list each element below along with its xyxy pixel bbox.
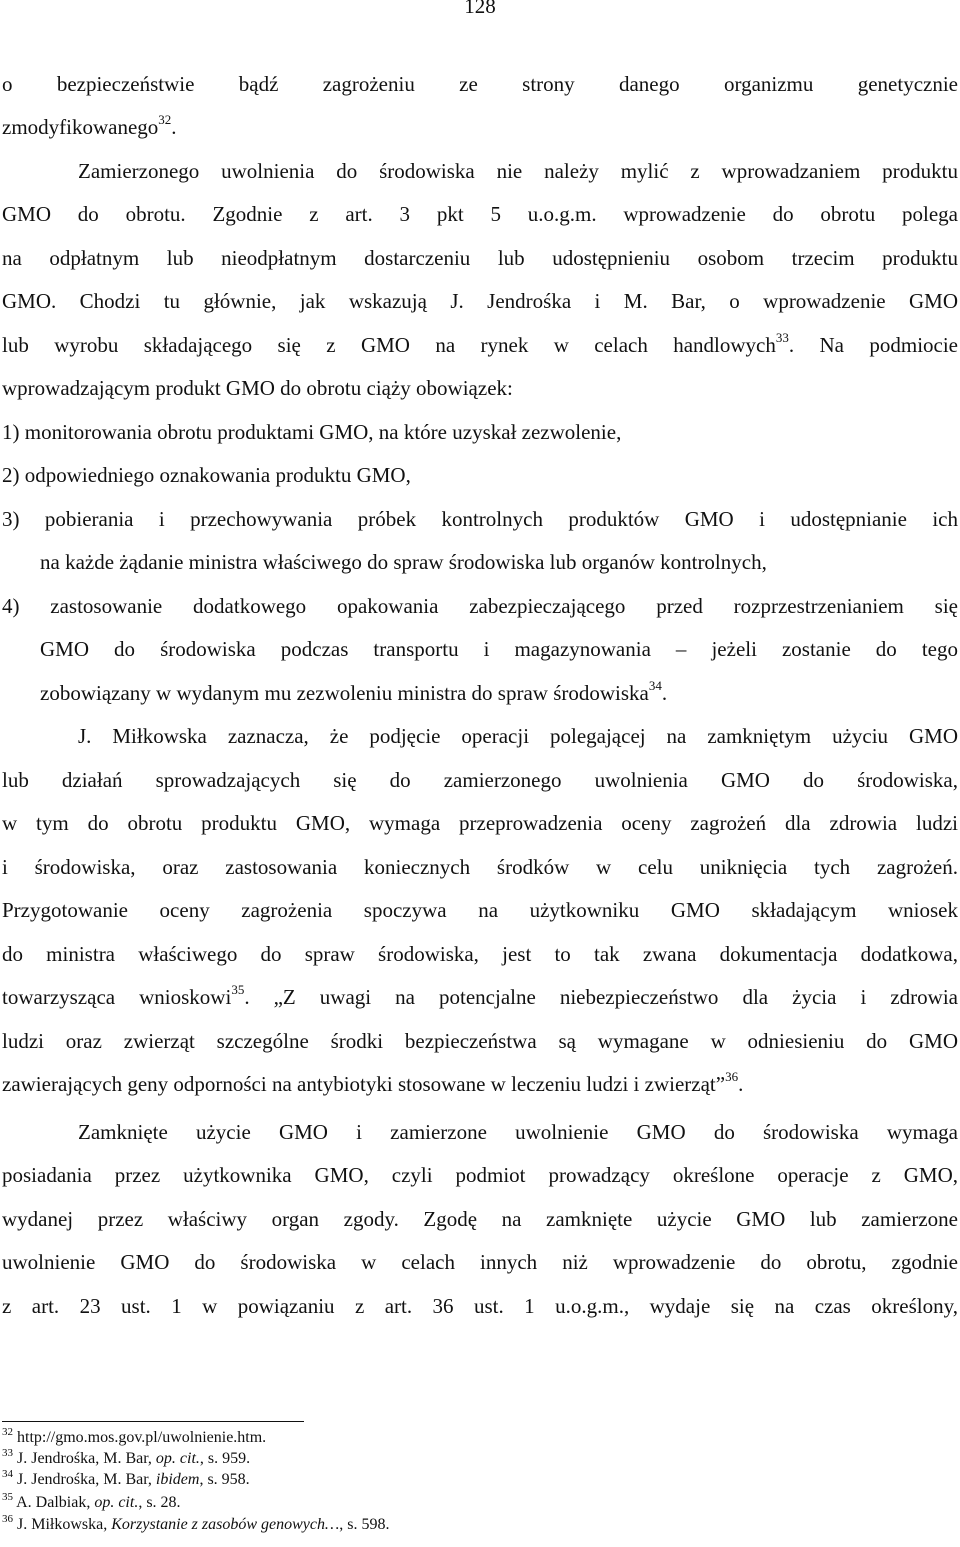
footnote: $^{32}$ http://gmo.mos.gov.pl/uwolnienie.htm. <box>2 1425 267 1446</box>
text-line: zawierających geny odporności na antybiotyki stosowane w leczeniu ludzi i zwierząt”$^{36}$. <box>2 1069 744 1096</box>
text-line: uwolnienie GMO do środowiska w celach innych niż wprowadzenie do obrotu, zgodnie <box>2 1250 958 1274</box>
footnote: $^{35}$ A. Dalbiak, op. cit., s. 28. <box>2 1490 181 1511</box>
text-line: lub wyrobu składającego się z GMO na rynek w celach handlowych$^{33}$. Na podmiocie <box>2 330 958 357</box>
text-line: o bezpieczeństwie bądź zagrożeniu ze strony danego organizmu genetycznie <box>2 72 958 96</box>
list-item-continuation: na każde żądanie ministra właściwego do spraw środowiska lub organów kontrolnych, <box>40 550 767 574</box>
text-line: z art. 23 ust. 1 w powiązaniu z art. 36 ust. 1 u.o.g.m., wydaje się na czas określony, <box>2 1294 958 1318</box>
text-line: do ministra właściwego do spraw środowiska, jest to tak zwana dokumentacja dodatkowa, <box>2 942 958 966</box>
footnote-ref[interactable]: 34 <box>648 678 662 693</box>
footnote: $^{36}$ J. Miłkowska, Korzystanie z zasobów genowych…, s. 598. <box>2 1512 390 1533</box>
text-line: J. Miłkowska zaznacza, że podjęcie operacji polegającej na zamkniętym użyciu GMO <box>78 724 958 748</box>
text-line: GMO do obrotu. Zgodnie z art. 3 pkt 5 u.o.g.m. wprowadzenie do obrotu polega <box>2 202 958 226</box>
text-line: GMO. Chodzi tu głównie, jak wskazują J. Jendrośka i M. Bar, o wprowadzenie GMO <box>2 289 958 313</box>
text-line: na odpłatnym lub nieodpłatnym dostarczeniu lub udostępnieniu osobom trzecim produktu <box>2 246 958 270</box>
text-line: Zamknięte użycie GMO i zamierzone uwolnienie GMO do środowiska wymaga <box>78 1120 958 1144</box>
text-line: posiadania przez użytkownika GMO, czyli podmiot prowadzący określone operacje z GMO, <box>2 1163 958 1187</box>
footnote-separator <box>2 1421 304 1422</box>
text-line: zmodyfikowanego$^{32}$. <box>2 112 177 139</box>
footnote: $^{33}$ J. Jendrośka, M. Bar, op. cit., s. 959. <box>2 1446 251 1467</box>
list-item: 2) odpowiedniego oznakowania produktu GMO, <box>2 463 411 487</box>
text-line: Zamierzonego uwolnienia do środowiska nie należy mylić z wprowadzaniem produktu <box>78 159 958 183</box>
text-line: towarzysząca wnioskowi$^{35}$. „Z uwagi na potencjalne niebezpieczeństwo dla życia i zdrowia <box>2 982 958 1009</box>
list-item: 3) pobierania i przechowywania próbek kontrolnych produktów GMO i udostępnianie ich <box>2 507 958 531</box>
footnote-ref[interactable]: 36 <box>725 1069 739 1084</box>
text-line: i środowiska, oraz zastosowania koniecznych środków w celu uniknięcia tych zagrożeń. <box>2 855 958 879</box>
list-item-continuation: GMO do środowiska podczas transportu i magazynowania – jeżeli zostanie do tego <box>40 637 958 661</box>
list-item: 4) zastosowanie dodatkowego opakowania zabezpieczającego przed rozprzestrzenianiem się <box>2 594 958 618</box>
list-item: 1) monitorowania obrotu produktami GMO, na które uzyskał zezwolenie, <box>2 420 622 444</box>
page-number: 128 <box>464 0 496 18</box>
text-line: wydanej przez właściwy organ zgody. Zgodę na zamknięte użycie GMO lub zamierzone <box>2 1207 958 1231</box>
text-line: lub działań sprowadzających się do zamierzonego uwolnienia GMO do środowiska, <box>2 768 958 792</box>
text-line: wprowadzającym produkt GMO do obrotu ciąży obowiązek: <box>2 376 513 400</box>
footnote: $^{34}$ J. Jendrośka, M. Bar, ibidem, s. 958. <box>2 1467 250 1488</box>
list-item-continuation: zobowiązany w wydanym mu zezwoleniu ministra do spraw środowiska$^{34}$. <box>40 678 668 705</box>
footnote-ref[interactable]: 32 <box>158 112 172 127</box>
text-line: Przygotowanie oceny zagrożenia spoczywa na użytkowniku GMO składającym wniosek <box>2 898 958 922</box>
text-line: w tym do obrotu produktu GMO, wymaga przeprowadzenia oceny zagrożeń dla zdrowia ludzi <box>2 811 958 835</box>
footnote-ref[interactable]: 35 <box>231 982 245 997</box>
footnote-ref[interactable]: 33 <box>775 330 789 345</box>
text-line: ludzi oraz zwierząt szczególne środki bezpieczeństwa są wymagane w odniesieniu do GMO <box>2 1029 958 1053</box>
